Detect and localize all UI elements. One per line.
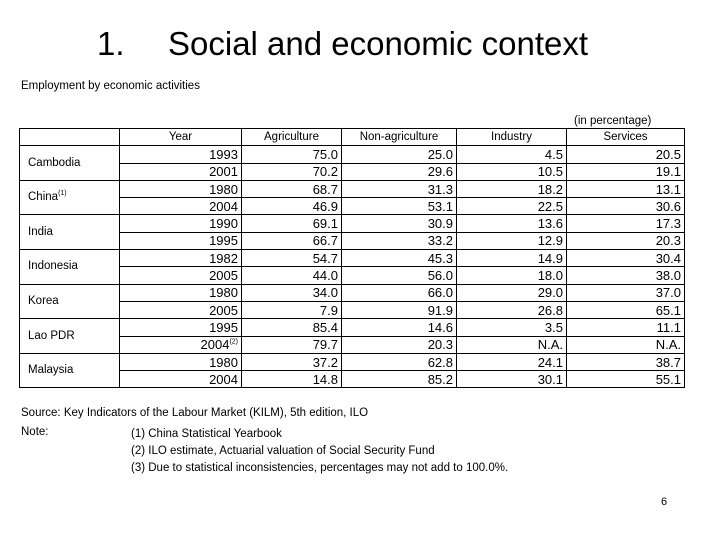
services-cell [567, 232, 685, 249]
industry-cell [457, 301, 567, 318]
year-cell [120, 371, 242, 388]
agriculture-cell-value: 75.0 [312, 146, 338, 162]
services-cell-value: 38.7 [655, 354, 681, 370]
year-cell-value: 2004 [209, 198, 238, 214]
non-agriculture-cell-value: 91.9 [427, 302, 453, 318]
industry-cell-value: 29.0 [537, 285, 563, 301]
agriculture-cell-value: 34.0 [312, 285, 338, 301]
services-cell [567, 353, 685, 370]
country-cell [20, 250, 120, 285]
non-agriculture-cell [342, 301, 457, 318]
agriculture-cell [242, 232, 342, 249]
agriculture-cell [242, 180, 342, 197]
year-cell-value: 2005 [209, 268, 238, 284]
services-cell-value: 20.5 [655, 146, 681, 162]
country-cell [20, 353, 120, 388]
country-cell [20, 284, 120, 319]
non-agriculture-cell [342, 198, 457, 215]
table-row [20, 353, 685, 370]
country-cell [20, 146, 120, 181]
non-agriculture-cell [342, 232, 457, 249]
services-cell [567, 319, 685, 336]
footnote-marker: (1) [58, 190, 67, 198]
table-row [20, 146, 685, 163]
non-agriculture-cell-value: 29.6 [427, 164, 453, 180]
services-cell [567, 180, 685, 197]
services-cell [567, 146, 685, 163]
services-cell-value: 37.0 [655, 285, 681, 301]
year-cell [120, 301, 242, 318]
table-caption: Employment by economic activities [21, 80, 200, 92]
agriculture-cell [242, 284, 342, 301]
agriculture-cell [242, 267, 342, 284]
services-cell-value: 13.1 [655, 181, 681, 197]
year-cell-value: 1990 [209, 216, 238, 232]
industry-cell-value: 10.5 [537, 164, 563, 180]
agriculture-cell [242, 319, 342, 336]
header-year: Year [120, 129, 242, 146]
services-cell [567, 267, 685, 284]
industry-cell [457, 215, 567, 232]
industry-cell [457, 336, 567, 353]
non-agriculture-cell [342, 371, 457, 388]
year-cell-value: 1995 [209, 319, 238, 335]
table-row [20, 163, 685, 180]
note-item: (1) China Statistical Yearbook [131, 428, 282, 440]
services-cell [567, 250, 685, 267]
agriculture-cell-value: 68.7 [312, 181, 338, 197]
non-agriculture-cell [342, 215, 457, 232]
services-cell-value: N.A. [655, 337, 681, 353]
services-cell [567, 284, 685, 301]
year-cell [120, 198, 242, 215]
industry-cell-value: 4.5 [544, 146, 563, 162]
services-cell [567, 371, 685, 388]
services-cell-value: 30.6 [655, 198, 681, 214]
year-cell [120, 284, 242, 301]
non-agriculture-cell-value: 45.3 [427, 250, 453, 266]
industry-cell-value: 14.9 [537, 250, 563, 266]
year-cell [120, 180, 242, 197]
year-cell-value: 1980 [209, 285, 238, 301]
non-agriculture-cell-value: 33.2 [427, 233, 453, 249]
country-name: Lao PDR [28, 329, 75, 342]
non-agriculture-cell [342, 267, 457, 284]
year-cell [120, 215, 242, 232]
services-cell-value: 17.3 [655, 216, 681, 232]
agriculture-cell-value: 14.8 [312, 371, 338, 387]
non-agriculture-cell-value: 56.0 [427, 268, 453, 284]
year-cell-value: 2001 [209, 164, 238, 180]
header-services: Services [567, 129, 685, 146]
year-cell [120, 267, 242, 284]
industry-cell-value: 26.8 [537, 302, 563, 318]
table-row [20, 250, 685, 267]
note-label: Note: [21, 426, 49, 438]
table-row [20, 301, 685, 318]
industry-cell-value: 18.0 [537, 268, 563, 284]
agriculture-cell-value: 7.9 [319, 302, 338, 318]
slide-number: 1. [97, 25, 125, 62]
year-cell-value: 1982 [209, 250, 238, 266]
industry-cell-value: 24.1 [537, 354, 563, 370]
industry-cell-value: N.A. [537, 337, 563, 353]
table-header-row [20, 129, 685, 146]
services-cell-value: 55.1 [655, 371, 681, 387]
agriculture-cell-value: 37.2 [312, 354, 338, 370]
services-cell-value: 65.1 [655, 302, 681, 318]
services-cell [567, 215, 685, 232]
country-name: Malaysia [28, 364, 74, 377]
year-cell [120, 146, 242, 163]
header-country [20, 129, 120, 146]
country-cell [20, 215, 120, 250]
country-name: Korea [28, 294, 59, 307]
non-agriculture-cell-value: 20.3 [427, 337, 453, 353]
non-agriculture-cell-value: 53.1 [427, 198, 453, 214]
header-agriculture: Agriculture [242, 129, 342, 146]
year-cell [120, 163, 242, 180]
industry-cell-value: 18.2 [537, 181, 563, 197]
agriculture-cell-value: 44.0 [312, 268, 338, 284]
non-agriculture-cell-value: 14.6 [427, 319, 453, 335]
non-agriculture-cell [342, 146, 457, 163]
table-row [20, 198, 685, 215]
non-agriculture-cell-value: 30.9 [427, 216, 453, 232]
year-cell [120, 353, 242, 370]
year-cell [120, 232, 242, 249]
country-name: India [28, 225, 53, 238]
table-row [20, 267, 685, 284]
agriculture-cell [242, 371, 342, 388]
industry-cell-value: 13.6 [537, 216, 563, 232]
non-agriculture-cell [342, 163, 457, 180]
year-cell-value: 1993 [209, 146, 238, 162]
services-cell [567, 198, 685, 215]
agriculture-cell-value: 85.4 [312, 319, 338, 335]
note-item: (3) Due to statistical inconsistencies, percentages may not add to 100.0%. [131, 462, 509, 474]
year-cell-value: 1980 [209, 354, 238, 370]
industry-cell-value: 22.5 [537, 198, 563, 214]
year-cell-value: 2005 [209, 302, 238, 318]
table-row [20, 284, 685, 301]
services-cell [567, 336, 685, 353]
industry-cell [457, 198, 567, 215]
table-row [20, 232, 685, 249]
agriculture-cell [242, 198, 342, 215]
country-name: China [28, 191, 59, 204]
non-agriculture-cell [342, 284, 457, 301]
non-agriculture-cell-value: 62.8 [427, 354, 453, 370]
agriculture-cell [242, 146, 342, 163]
agriculture-cell [242, 215, 342, 232]
non-agriculture-cell [342, 353, 457, 370]
table-row [20, 180, 685, 197]
country-cell [20, 319, 120, 354]
header-non-agriculture: Non-agriculture [342, 129, 457, 146]
industry-cell [457, 353, 567, 370]
industry-cell [457, 250, 567, 267]
agriculture-cell-value: 79.7 [312, 337, 338, 353]
agriculture-cell [242, 336, 342, 353]
agriculture-cell [242, 301, 342, 318]
services-cell [567, 301, 685, 318]
agriculture-cell [242, 250, 342, 267]
services-cell-value: 11.1 [656, 319, 681, 335]
year-cell [120, 336, 242, 353]
industry-cell [457, 232, 567, 249]
header-industry: Industry [457, 129, 567, 146]
country-name: Indonesia [28, 260, 78, 273]
industry-cell [457, 146, 567, 163]
services-cell [567, 163, 685, 180]
unit-label: (in percentage) [574, 115, 652, 127]
note-item: (2) ILO estimate, Actuarial valuation of Social Security Fund [131, 445, 435, 457]
employment-table [19, 128, 685, 388]
industry-cell [457, 371, 567, 388]
footnote-marker: (2) [229, 338, 238, 346]
non-agriculture-cell-value: 85.2 [427, 371, 453, 387]
table-body [20, 146, 685, 388]
non-agriculture-cell [342, 319, 457, 336]
industry-cell [457, 180, 567, 197]
industry-cell [457, 267, 567, 284]
agriculture-cell-value: 66.7 [312, 233, 338, 249]
industry-cell-value: 12.9 [537, 233, 563, 249]
country-name: Cambodia [28, 156, 81, 169]
industry-cell [457, 284, 567, 301]
agriculture-cell-value: 54.7 [312, 250, 338, 266]
year-cell [120, 319, 242, 336]
non-agriculture-cell-value: 66.0 [427, 285, 453, 301]
services-cell-value: 38.0 [655, 268, 681, 284]
non-agriculture-cell [342, 180, 457, 197]
agriculture-cell-value: 46.9 [312, 198, 338, 214]
services-cell-value: 30.4 [655, 250, 681, 266]
agriculture-cell-value: 69.1 [312, 216, 338, 232]
industry-cell-value: 30.1 [537, 371, 563, 387]
year-cell-value: 1980 [209, 181, 238, 197]
year-cell-value: 1995 [209, 233, 238, 249]
slide-title-text: Social and economic context [168, 25, 589, 62]
non-agriculture-cell [342, 250, 457, 267]
year-cell [120, 250, 242, 267]
table-row [20, 215, 685, 232]
agriculture-cell [242, 353, 342, 370]
table-row [20, 319, 685, 336]
non-agriculture-cell-value: 25.0 [427, 146, 453, 162]
notes-list [131, 426, 508, 477]
services-cell-value: 19.1 [655, 164, 681, 180]
industry-cell [457, 163, 567, 180]
agriculture-cell-value: 70.2 [312, 164, 338, 180]
industry-cell-value: 3.5 [544, 319, 563, 335]
non-agriculture-cell-value: 31.3 [427, 181, 453, 197]
industry-cell [457, 319, 567, 336]
services-cell-value: 20.3 [655, 233, 681, 249]
page-number: 6 [661, 496, 668, 508]
year-cell-value: 2004 [200, 337, 230, 353]
country-cell [20, 180, 120, 215]
table-row [20, 371, 685, 388]
source-note: Source: Key Indicators of the Labour Market (KILM), 5th edition, ILO [21, 407, 369, 419]
table-row [20, 336, 685, 353]
non-agriculture-cell [342, 336, 457, 353]
agriculture-cell [242, 163, 342, 180]
year-cell-value: 2004 [209, 371, 238, 387]
